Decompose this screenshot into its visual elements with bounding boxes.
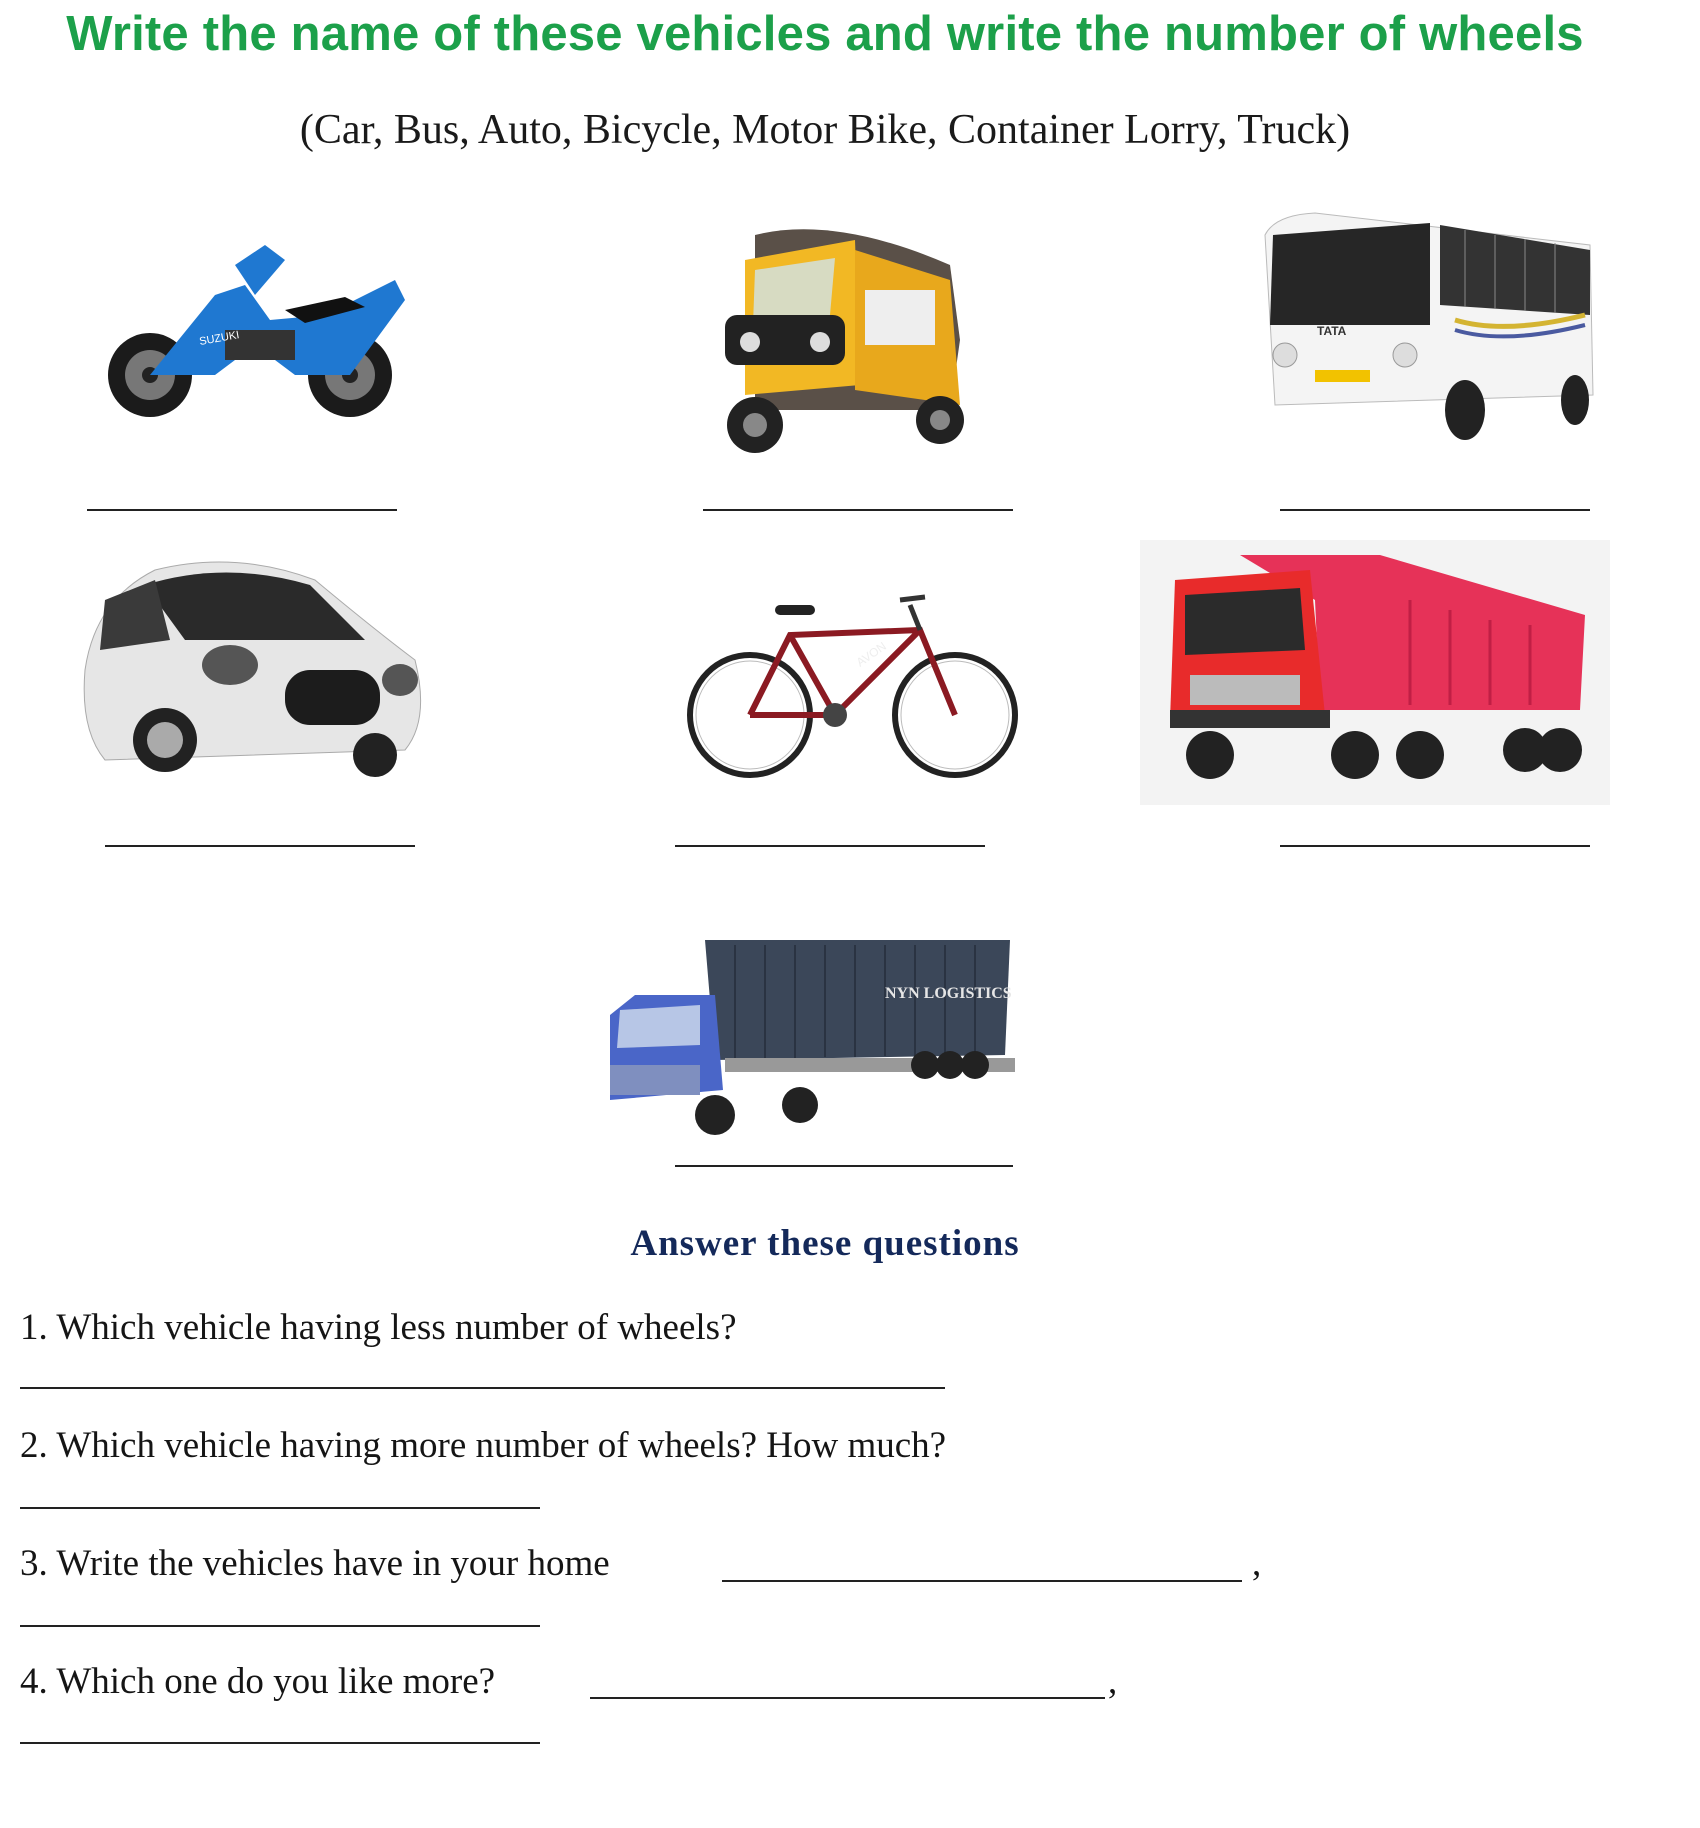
- answer-line-bus[interactable]: [1280, 509, 1590, 511]
- answer-line-q4a[interactable]: [590, 1697, 1105, 1699]
- bicycle-brand-decal: AVON: [853, 638, 889, 670]
- question-3: 3. Write the vehicles have in your home: [20, 1543, 610, 1584]
- question-1: 1. Which vehicle having less number of wheels?: [20, 1307, 737, 1348]
- container-brand-decal: NYN LOGISTICS: [885, 985, 1012, 1002]
- answer-line-car[interactable]: [105, 845, 415, 847]
- comma-q4: ,: [1108, 1661, 1118, 1702]
- bicycle-image: [685, 575, 1020, 785]
- answer-line-bicycle[interactable]: [675, 845, 985, 847]
- answer-line-q3b[interactable]: [20, 1625, 540, 1627]
- bus-brand-decal: TATA: [1317, 324, 1347, 338]
- answer-line-container-lorry[interactable]: [675, 1165, 1013, 1167]
- answer-line-q2[interactable]: [20, 1507, 540, 1509]
- answer-line-q1[interactable]: [20, 1387, 945, 1389]
- truck-image: [1140, 540, 1610, 805]
- motorbike-brand-decal: SUZUKI: [198, 329, 241, 348]
- question-4: 4. Which one do you like more?: [20, 1661, 496, 1702]
- container-lorry-image: [605, 940, 1025, 1145]
- answer-line-motorbike[interactable]: [87, 509, 397, 511]
- word-bank: (Car, Bus, Auto, Bicycle, Motor Bike, Container Lorry, Truck): [299, 107, 1351, 153]
- bus-image: [1255, 205, 1600, 445]
- worksheet-title: Write the name of these vehicles and write the number of wheels: [66, 7, 1584, 61]
- auto-rickshaw-image: [715, 220, 985, 460]
- answer-line-q4b[interactable]: [20, 1742, 540, 1744]
- answer-line-q3a[interactable]: [722, 1580, 1242, 1582]
- comma-q3: ,: [1252, 1543, 1262, 1584]
- answer-line-truck[interactable]: [1280, 845, 1590, 847]
- motorbike-image: [95, 225, 415, 425]
- question-2: 2. Which vehicle having more number of wheels? How much?: [20, 1425, 947, 1466]
- answer-line-auto[interactable]: [703, 509, 1013, 511]
- questions-heading: Answer these questions: [630, 1223, 1020, 1264]
- car-image: [75, 540, 435, 790]
